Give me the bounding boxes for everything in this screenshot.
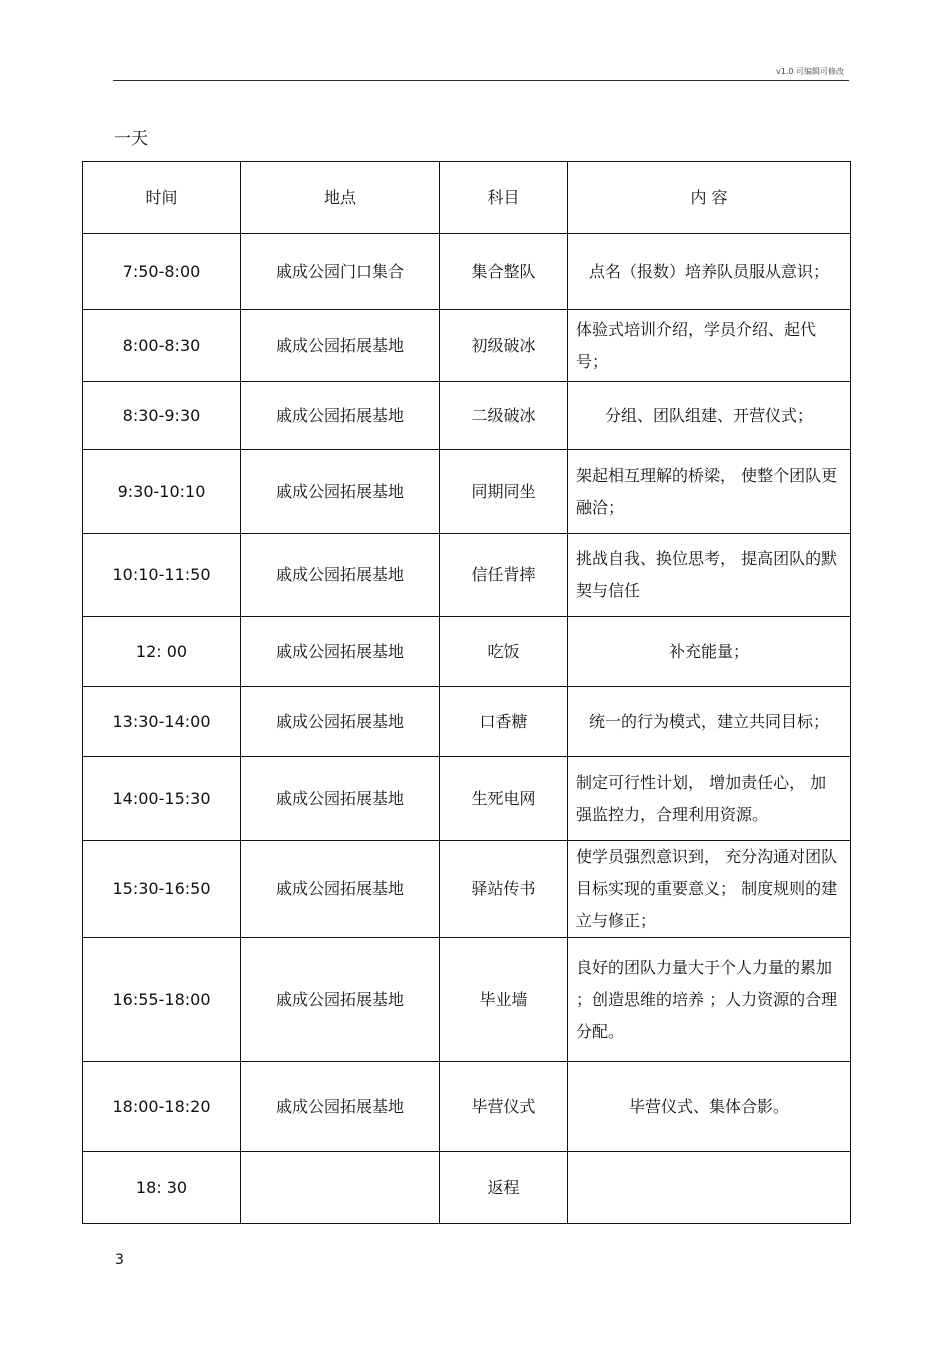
cell-place: 戚成公园拓展基地 [241, 757, 440, 841]
table-row [83, 310, 851, 382]
table-row [83, 841, 851, 938]
cell-time: 18:00-18:20 [83, 1062, 241, 1152]
cell-subject: 初级破冰 [440, 310, 568, 382]
cell-place: 戚成公园拓展基地 [241, 938, 440, 1062]
table-row [83, 1152, 851, 1224]
table-row [83, 382, 851, 450]
header-content: 内 容 [568, 162, 851, 234]
section-title: 一天 [114, 129, 148, 149]
cell-subject: 二级破冰 [440, 382, 568, 450]
table-row [83, 1062, 851, 1152]
page-number: 3 [115, 1252, 124, 1268]
cell-content: 良好的团队力量大于个人力量的累加 ；创造思维的培养 ；人力资源的合理分配。 [568, 938, 851, 1062]
cell-place: 戚成公园门口集合 [241, 234, 440, 310]
table-header-row [83, 162, 851, 234]
cell-time: 10:10-11:50 [83, 534, 241, 617]
cell-content: 挑战自我、换位思考， 提高团队的默契与信任 [568, 534, 851, 617]
cell-subject: 吃饭 [440, 617, 568, 687]
cell-content [568, 1152, 851, 1224]
cell-place: 戚成公园拓展基地 [241, 534, 440, 617]
cell-subject: 返程 [440, 1152, 568, 1224]
table-row [83, 234, 851, 310]
cell-place: 戚成公园拓展基地 [241, 1062, 440, 1152]
cell-content: 制定可行性计划， 增加责任心， 加强监控力，合理利用资源。 [568, 757, 851, 841]
cell-content: 分组、团队组建、开营仪式； [568, 382, 851, 450]
cell-time: 8:00-8:30 [83, 310, 241, 382]
cell-place: 戚成公园拓展基地 [241, 450, 440, 534]
header-time: 时间 [83, 162, 241, 234]
table-row [83, 757, 851, 841]
cell-subject: 毕业墙 [440, 938, 568, 1062]
cell-subject: 生死电网 [440, 757, 568, 841]
cell-time: 15:30-16:50 [83, 841, 241, 938]
cell-place: 戚成公园拓展基地 [241, 617, 440, 687]
cell-content: 使学员强烈意识到， 充分沟通对团队目标实现的重要意义； 制度规则的建立与修正； [568, 841, 851, 938]
header-version-note: v1.0 可编辑可修改 [776, 67, 844, 76]
cell-time: 12: 00 [83, 617, 241, 687]
cell-time: 9:30-10:10 [83, 450, 241, 534]
header-rule [113, 80, 849, 81]
cell-content: 补充能量； [568, 617, 851, 687]
table-row [83, 687, 851, 757]
cell-content: 点名（报数）培养队员服从意识； [568, 234, 851, 310]
cell-place: 戚成公园拓展基地 [241, 841, 440, 938]
table-row [83, 534, 851, 617]
cell-time: 8:30-9:30 [83, 382, 241, 450]
cell-place: 戚成公园拓展基地 [241, 310, 440, 382]
cell-content: 体验式培训介绍，学员介绍、起代号； [568, 310, 851, 382]
table-row [83, 938, 851, 1062]
cell-content: 统一的行为模式，建立共同目标； [568, 687, 851, 757]
cell-content: 架起相互理解的桥梁， 使整个团队更融洽； [568, 450, 851, 534]
table-row [83, 617, 851, 687]
cell-time: 7:50-8:00 [83, 234, 241, 310]
header-subject: 科目 [440, 162, 568, 234]
cell-place [241, 1152, 440, 1224]
cell-place: 戚成公园拓展基地 [241, 382, 440, 450]
table-row [83, 450, 851, 534]
cell-subject: 口香糖 [440, 687, 568, 757]
schedule-table [82, 161, 851, 1224]
cell-place: 戚成公园拓展基地 [241, 687, 440, 757]
cell-subject: 同期同坐 [440, 450, 568, 534]
cell-time: 14:00-15:30 [83, 757, 241, 841]
cell-content: 毕营仪式、集体合影。 [568, 1062, 851, 1152]
cell-time: 16:55-18:00 [83, 938, 241, 1062]
cell-time: 13:30-14:00 [83, 687, 241, 757]
cell-subject: 毕营仪式 [440, 1062, 568, 1152]
header-place: 地点 [241, 162, 440, 234]
cell-time: 18: 30 [83, 1152, 241, 1224]
cell-subject: 驿站传书 [440, 841, 568, 938]
cell-subject: 信任背摔 [440, 534, 568, 617]
cell-subject: 集合整队 [440, 234, 568, 310]
